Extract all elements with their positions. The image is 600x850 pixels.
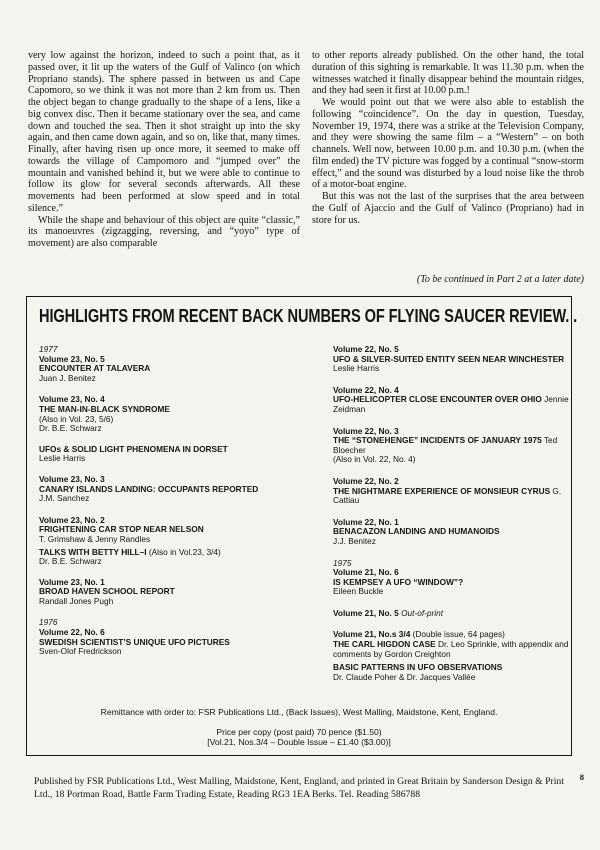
back-number-entry bbox=[39, 618, 284, 656]
issue-volume-number: Volume 21, No.s 3/4 bbox=[333, 629, 411, 640]
article-paragraph: But this was not the last of the surprises that the area between the Gulf of Ajaccio and the Gulf of Valinco (Propriano) had in store for us. bbox=[312, 191, 584, 226]
article-title-text: UFO & SILVER-SUITED ENTITY SEEN NEAR WINCHESTER bbox=[333, 353, 565, 364]
article-author: Juan J. Benitez bbox=[39, 372, 96, 383]
article-title bbox=[333, 487, 578, 506]
article-title bbox=[333, 640, 578, 659]
article-author: Dr. Claude Poher & Dr. Jacques Vallée bbox=[333, 671, 476, 682]
out-of-print-note: Out-of-print bbox=[398, 607, 444, 618]
article-paragraph: While the shape and behaviour of this object are quite “classic,” its manoeuvres (zigzagging, reversing, and “yoyo” type of movement) are also comparable bbox=[28, 214, 300, 249]
article-title-text: UFO-HELICOPTER CLOSE ENCOUNTER OVER OHIO bbox=[333, 394, 542, 405]
article-paragraph: We would point out that we were also able to establish the following “coincidence”. On the day in question, Tuesday, November 19, 1974, there was a strike at the Television Company, and they were showing the same film – a “Western” – on both channels. Well now, between 10.00 p.m. and 10.30 p.m. (when the film ended) the TV picture was fogged by a continual “snow-storm effect,” and the sound was disturbed by a loud noise like the throb of a motor-boat engine. bbox=[312, 97, 584, 191]
issue-volume-number: Volume 22, No. 3 bbox=[333, 425, 399, 436]
article-author: Sven-Olof Fredrickson bbox=[39, 646, 122, 657]
article-author: J.J. Benitez bbox=[333, 535, 376, 546]
back-number-entry bbox=[39, 578, 284, 607]
article-author: Leslie Harris bbox=[333, 363, 380, 374]
page-number: 8 bbox=[579, 772, 584, 782]
article-title-text: CANARY ISLANDS LANDING: OCCUPANTS REPORTED bbox=[39, 483, 259, 494]
article-title-text: THE MAN-IN-BLACK SYNDROME bbox=[39, 403, 170, 414]
article-title-text: FRIGHTENING CAR STOP NEAR NELSON bbox=[39, 524, 204, 535]
article-paragraph: to other reports already published. On the other hand, the total duration of this sighting is remarkable. It was 11.30 p.m. when the witnesses watched it finally disappear behind the mountain ridges, and they had seen it first at 10.00 p.m.! bbox=[312, 50, 584, 97]
article-inline-note: G. Cattiau bbox=[333, 485, 562, 506]
publisher-footer: Published by FSR Publications Ltd., West Malling, Maidstone, Kent, England, and printed in Great Britain by Sanderson Design & Print Ltd., 18 Portman Road, Battle Farm Trading Estate, Reading RG3 1EA Berks. Tel. Reading 586788 bbox=[34, 776, 564, 800]
back-number-entry bbox=[39, 445, 284, 464]
article-title-text: THE CARL HIGDON CASE bbox=[333, 639, 436, 650]
article-title bbox=[333, 436, 578, 455]
box-title: HIGHLIGHTS FROM RECENT BACK NUMBERS OF FLYING SAUCER REVIEW. . bbox=[39, 307, 578, 327]
article-inline-note: (Also in Vol.23, 3/4) bbox=[146, 546, 221, 557]
article-title-text: BENACAZON LANDING AND HUMANOIDS bbox=[333, 526, 500, 537]
article-author: Leslie Harris bbox=[39, 453, 86, 464]
issue-volume-number: Volume 22, No. 4 bbox=[333, 384, 399, 395]
back-number-entry bbox=[333, 345, 578, 374]
issue-volume-number: Volume 21, No. 6 bbox=[333, 567, 399, 578]
article-author: Dr. B.E. Schwarz bbox=[39, 556, 102, 567]
issue-volume-number: Volume 21, No. 5 bbox=[333, 607, 399, 618]
article-title-text: SWEDISH SCIENTIST’S UNIQUE UFO PICTURES bbox=[39, 636, 230, 647]
back-number-entry bbox=[333, 427, 578, 465]
continued-note: (To be continued in Part 2 at a later date) bbox=[416, 274, 584, 285]
issue-year: 1976 bbox=[39, 617, 58, 628]
issue-year: 1975 bbox=[333, 557, 352, 568]
back-number-entry bbox=[333, 609, 578, 619]
article-title-text: TALKS WITH BETTY HILL–I bbox=[39, 546, 147, 557]
back-number-entry bbox=[39, 475, 284, 504]
article-author: Eileen Buckle bbox=[333, 586, 384, 597]
article-column-right bbox=[312, 50, 584, 250]
article-author: J.M. Sanchez bbox=[39, 493, 90, 504]
article-title-text: THE “STONEHENGE” INCIDENTS OF JANUARY 1975 bbox=[333, 435, 542, 446]
article-inline-note: Jennie Zeidman bbox=[333, 394, 569, 414]
issue-volume-number: Volume 22, No. 5 bbox=[333, 344, 399, 354]
article-note: (Also in Vol. 23, 5/6) bbox=[39, 413, 114, 424]
issue-volume-number: Volume 23, No. 2 bbox=[39, 514, 105, 525]
issue-volume-number: Volume 22, No. 2 bbox=[333, 475, 399, 486]
issue-volume-number: Volume 23, No. 4 bbox=[39, 394, 105, 405]
issue-volume bbox=[333, 609, 578, 619]
article-columns bbox=[28, 50, 584, 250]
back-number-entry bbox=[39, 345, 284, 383]
article-paragraph: very low against the horizon, indeed to such a point that, as it passed over, it lit up the waters of the Gulf of Valinco (on which Propriano stands). The sphere passed in between us and Cape Capomoro, so we think it was not more than 2 km from us. Then the object began to change gradually to the shape of a lens, like a big convex disc. Then it became stationary over the sea, and came down and touched the sea. Then it shot straight up into the sky again, and then came down again, and so on, like that, many times. Finally, after having risen up once more, it seemed to make off towards the village of Campomoro and “jumped over” the mountain and vanished behind it, but we were able to continue to follow its glow for several seconds afterwards. All these movements had been performed at slow speed and in total silence.” bbox=[28, 50, 300, 214]
issue-volume-number: Volume 22, No. 6 bbox=[39, 627, 105, 638]
back-number-entry bbox=[39, 395, 284, 433]
back-number-entry bbox=[333, 477, 578, 506]
price-block bbox=[27, 727, 571, 747]
back-number-entry bbox=[333, 386, 578, 415]
article-author: T. Grimshaw & Jenny Randles bbox=[39, 533, 151, 544]
issue-volume-number: Volume 23, No. 5 bbox=[39, 353, 105, 364]
back-numbers-box bbox=[26, 296, 578, 756]
price-line-double-issue: [Vol.21, Nos.3/4 – Double Issue – £1.40 ($3.00)] bbox=[207, 737, 391, 747]
issue-year: 1977 bbox=[39, 344, 58, 354]
price-line: Price per copy (post paid) 70 pence ($1.50) bbox=[216, 727, 382, 737]
article-author: Randall Jones Pugh bbox=[39, 595, 114, 606]
remittance-line: Remittance with order to: FSR Publications Ltd., (Back Issues), West Malling, Maidstone, Kent, England. bbox=[100, 707, 498, 717]
article-title-text: BROAD HAVEN SCHOOL REPORT bbox=[39, 586, 175, 597]
back-number-entry bbox=[39, 516, 284, 545]
issue-volume-number: Volume 23, No. 1 bbox=[39, 576, 105, 587]
article-author: Dr. B.E. Schwarz bbox=[39, 423, 102, 434]
article-title bbox=[333, 395, 578, 414]
back-numbers-right-column bbox=[333, 345, 578, 682]
article-title-text: BASIC PATTERNS IN UFO OBSERVATIONS bbox=[333, 662, 503, 673]
back-number-entry bbox=[39, 548, 284, 567]
back-number-entry bbox=[333, 518, 578, 547]
back-numbers-left-column bbox=[39, 345, 284, 657]
article-title-text: UFOs & SOLID LIGHT PHENOMENA IN DORSET bbox=[39, 443, 228, 454]
article-inline-note: Ted Bloecher bbox=[333, 435, 558, 455]
issue-volume-note: (Double issue, 64 pages) bbox=[410, 629, 505, 640]
article-note: (Also in Vol. 22, No. 4) bbox=[333, 454, 416, 465]
issue-volume-number: Volume 22, No. 1 bbox=[333, 516, 399, 527]
issue-volume-number: Volume 23, No. 3 bbox=[39, 473, 105, 484]
article-column-left bbox=[28, 50, 300, 250]
article-inline-note: Dr. Leo Sprinkle, with appendix and comments by Gordon Creighton bbox=[333, 639, 569, 659]
article-title-text: ENCOUNTER AT TALAVERA bbox=[39, 363, 151, 374]
article-title-text: IS KEMPSEY A UFO “WINDOW”? bbox=[333, 576, 464, 587]
back-number-entry bbox=[333, 559, 578, 597]
back-number-entry bbox=[333, 630, 578, 659]
article-title-text: THE NIGHTMARE EXPERIENCE OF MONSIEUR CYRUS bbox=[333, 485, 551, 496]
back-number-entry bbox=[333, 663, 578, 682]
